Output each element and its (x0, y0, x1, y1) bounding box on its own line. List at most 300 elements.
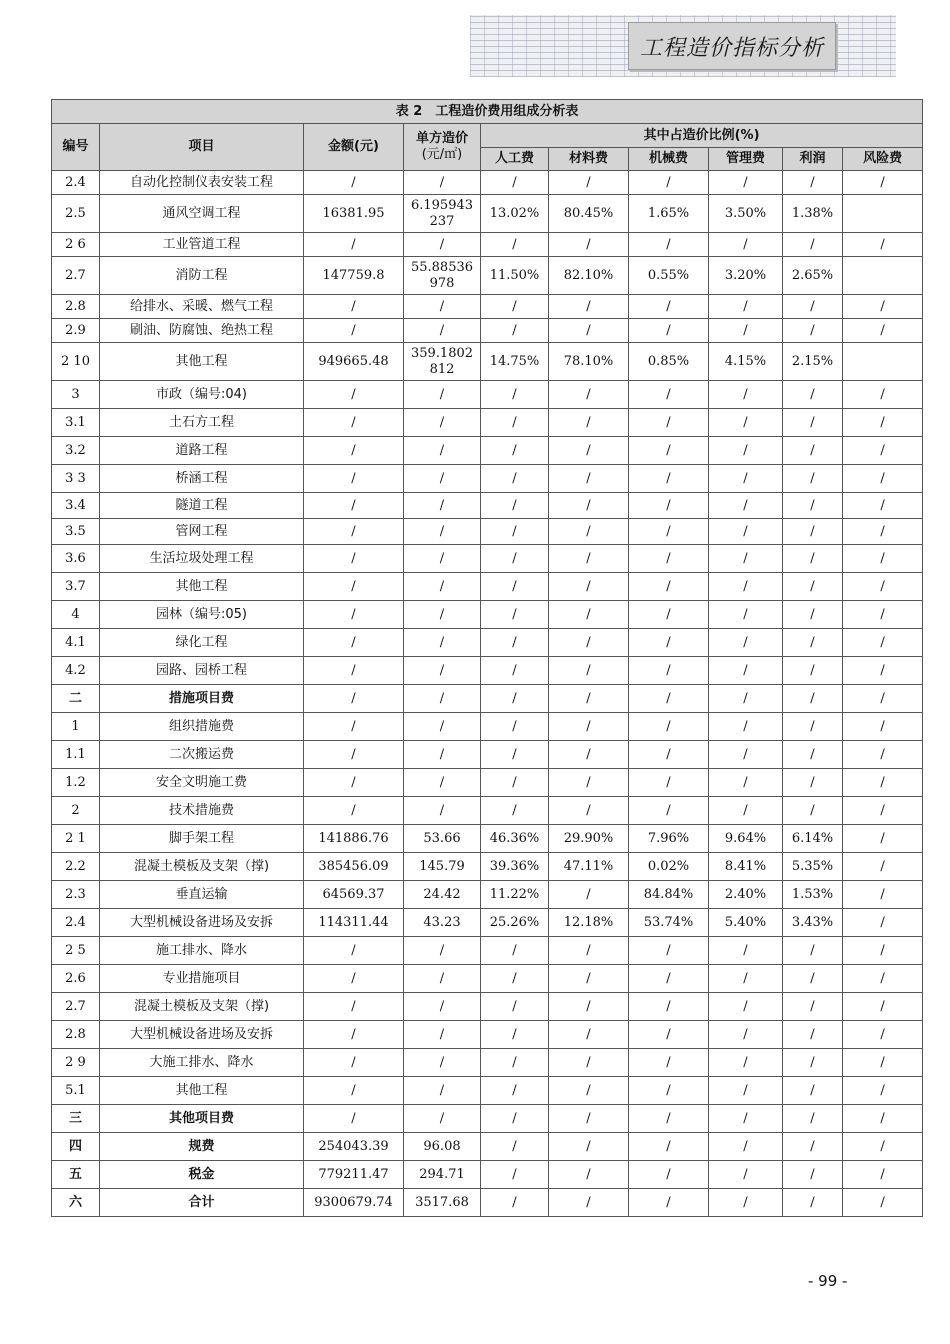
row-machinery-ratio: / (629, 295, 709, 319)
row-code: 3.4 (52, 493, 100, 519)
row-risk-ratio: / (843, 825, 923, 853)
row-code: 五 (52, 1161, 100, 1189)
row-code: 3.6 (52, 545, 100, 573)
row-amount: / (304, 797, 404, 825)
row-risk-ratio: / (843, 545, 923, 573)
row-code: 3.7 (52, 573, 100, 601)
row-profit-ratio: / (783, 769, 843, 797)
row-labor-ratio: / (481, 381, 549, 409)
row-code: 六 (52, 1189, 100, 1217)
row-unit-price: / (404, 381, 481, 409)
row-code: 2.4 (52, 909, 100, 937)
row-labor-ratio: / (481, 493, 549, 519)
row-risk-ratio: / (843, 409, 923, 437)
row-unit-price: 359.1802 812 (404, 343, 481, 381)
row-risk-ratio: / (843, 233, 923, 257)
row-profit-ratio: / (783, 171, 843, 195)
col-header-management: 管理费 (709, 148, 783, 171)
row-item-name: 市政（编号:04) (100, 381, 304, 409)
row-material-ratio: / (549, 465, 629, 493)
col-header-profit: 利润 (783, 148, 843, 171)
col-header-machinery: 机械费 (629, 148, 709, 171)
row-amount: / (304, 1049, 404, 1077)
row-management-ratio: / (709, 233, 783, 257)
row-item-name: 大施工排水、降水 (100, 1049, 304, 1077)
row-code: 2 9 (52, 1049, 100, 1077)
row-machinery-ratio: / (629, 1161, 709, 1189)
row-risk-ratio: / (843, 713, 923, 741)
row-code: 2.8 (52, 295, 100, 319)
row-amount: 385456.09 (304, 853, 404, 881)
row-amount: 114311.44 (304, 909, 404, 937)
row-material-ratio: / (549, 1189, 629, 1217)
table-row (52, 1077, 923, 1105)
row-machinery-ratio: / (629, 965, 709, 993)
row-amount: / (304, 965, 404, 993)
row-labor-ratio: / (481, 769, 549, 797)
row-machinery-ratio: / (629, 545, 709, 573)
row-machinery-ratio: / (629, 319, 709, 343)
row-management-ratio: / (709, 741, 783, 769)
table-row (52, 319, 923, 343)
row-unit-price: / (404, 741, 481, 769)
col-header-code: 编号 (52, 124, 100, 171)
row-machinery-ratio: 0.02% (629, 853, 709, 881)
row-risk-ratio: / (843, 797, 923, 825)
row-risk-ratio (843, 343, 923, 381)
row-machinery-ratio: / (629, 493, 709, 519)
row-unit-price: 145.79 (404, 853, 481, 881)
row-item-name: 管网工程 (100, 519, 304, 545)
row-amount: / (304, 657, 404, 685)
row-item-name: 工业管道工程 (100, 233, 304, 257)
row-amount: 779211.47 (304, 1161, 404, 1189)
row-material-ratio: / (549, 1077, 629, 1105)
row-machinery-ratio: / (629, 1021, 709, 1049)
page-number: - 99 - (808, 1272, 848, 1290)
row-machinery-ratio: / (629, 519, 709, 545)
row-profit-ratio: / (783, 437, 843, 465)
row-labor-ratio: 14.75% (481, 343, 549, 381)
row-code: 2 6 (52, 233, 100, 257)
row-risk-ratio: / (843, 1077, 923, 1105)
row-labor-ratio: / (481, 685, 549, 713)
row-profit-ratio: / (783, 1105, 843, 1133)
row-profit-ratio: / (783, 295, 843, 319)
row-item-name: 其他工程 (100, 573, 304, 601)
row-profit-ratio: / (783, 657, 843, 685)
row-labor-ratio: / (481, 797, 549, 825)
row-labor-ratio: / (481, 171, 549, 195)
row-management-ratio: / (709, 1161, 783, 1189)
row-material-ratio: / (549, 685, 629, 713)
row-profit-ratio: 6.14% (783, 825, 843, 853)
row-management-ratio: 9.64% (709, 825, 783, 853)
row-material-ratio: / (549, 937, 629, 965)
row-risk-ratio: / (843, 1189, 923, 1217)
row-management-ratio: / (709, 573, 783, 601)
table-row (52, 1161, 923, 1189)
row-code: 2.2 (52, 853, 100, 881)
unit-price-unit: (元/㎡) (421, 147, 463, 162)
row-machinery-ratio: / (629, 1077, 709, 1105)
col-header-ratio-group: 其中占造价比例(%) (481, 124, 923, 148)
row-labor-ratio: 25.26% (481, 909, 549, 937)
table-title: 表 2 工程造价费用组成分析表 (52, 100, 923, 124)
row-material-ratio: / (549, 993, 629, 1021)
row-code: 2 (52, 797, 100, 825)
row-machinery-ratio: / (629, 381, 709, 409)
row-profit-ratio: 1.38% (783, 195, 843, 233)
row-item-name: 合计 (100, 1189, 304, 1217)
row-risk-ratio (843, 257, 923, 295)
row-unit-price: 6.195943 237 (404, 195, 481, 233)
table-row (52, 381, 923, 409)
row-unit-price: / (404, 629, 481, 657)
row-labor-ratio: / (481, 319, 549, 343)
row-item-name: 混凝土模板及支架（撑) (100, 993, 304, 1021)
row-material-ratio: / (549, 171, 629, 195)
row-labor-ratio: / (481, 629, 549, 657)
row-labor-ratio: / (481, 965, 549, 993)
row-amount: / (304, 381, 404, 409)
table-row (52, 909, 923, 937)
section-title: 工程造价指标分析 (639, 35, 824, 61)
row-labor-ratio: / (481, 295, 549, 319)
row-material-ratio: / (549, 1133, 629, 1161)
row-amount: / (304, 545, 404, 573)
row-unit-price: / (404, 573, 481, 601)
row-labor-ratio: / (481, 233, 549, 257)
row-risk-ratio: / (843, 937, 923, 965)
row-amount: 949665.48 (304, 343, 404, 381)
row-profit-ratio: 2.65% (783, 257, 843, 295)
row-unit-price: 55.88536 978 (404, 257, 481, 295)
row-labor-ratio: / (481, 545, 549, 573)
table-row (52, 257, 923, 295)
table-row (52, 171, 923, 195)
row-profit-ratio: / (783, 233, 843, 257)
row-item-name: 给排水、采暖、燃气工程 (100, 295, 304, 319)
row-risk-ratio: / (843, 295, 923, 319)
row-material-ratio: 29.90% (549, 825, 629, 853)
row-amount: / (304, 319, 404, 343)
row-item-name: 专业措施项目 (100, 965, 304, 993)
row-profit-ratio: / (783, 545, 843, 573)
table-row (52, 1133, 923, 1161)
row-labor-ratio: / (481, 465, 549, 493)
row-labor-ratio: 46.36% (481, 825, 549, 853)
row-management-ratio: / (709, 171, 783, 195)
row-amount: / (304, 409, 404, 437)
table-row (52, 825, 923, 853)
row-machinery-ratio: / (629, 233, 709, 257)
row-item-name: 组织措施费 (100, 713, 304, 741)
row-labor-ratio: 13.02% (481, 195, 549, 233)
table-body (52, 171, 923, 1217)
row-risk-ratio: / (843, 1133, 923, 1161)
row-code: 2 1 (52, 825, 100, 853)
row-risk-ratio: / (843, 685, 923, 713)
row-amount: / (304, 1105, 404, 1133)
row-labor-ratio: / (481, 519, 549, 545)
row-risk-ratio: / (843, 853, 923, 881)
row-profit-ratio: / (783, 993, 843, 1021)
row-risk-ratio: / (843, 1049, 923, 1077)
row-labor-ratio: / (481, 1049, 549, 1077)
row-item-name: 税金 (100, 1161, 304, 1189)
table-row (52, 519, 923, 545)
table-row (52, 881, 923, 909)
row-profit-ratio: / (783, 797, 843, 825)
row-labor-ratio: / (481, 741, 549, 769)
row-profit-ratio: / (783, 519, 843, 545)
table-row (52, 685, 923, 713)
row-machinery-ratio: / (629, 713, 709, 741)
row-profit-ratio: 1.53% (783, 881, 843, 909)
row-item-name: 土石方工程 (100, 409, 304, 437)
table-row (52, 1105, 923, 1133)
row-unit-price: / (404, 769, 481, 797)
row-amount: 254043.39 (304, 1133, 404, 1161)
row-amount: / (304, 1021, 404, 1049)
row-profit-ratio: / (783, 493, 843, 519)
row-machinery-ratio: / (629, 465, 709, 493)
table-row (52, 1189, 923, 1217)
row-code: 1.2 (52, 769, 100, 797)
row-unit-price: / (404, 1049, 481, 1077)
col-header-amount: 金额(元) (304, 124, 404, 171)
row-management-ratio: 8.41% (709, 853, 783, 881)
row-management-ratio: / (709, 1021, 783, 1049)
row-unit-price: / (404, 937, 481, 965)
row-machinery-ratio: / (629, 797, 709, 825)
col-header-unit-price (404, 124, 481, 171)
row-machinery-ratio: / (629, 437, 709, 465)
row-unit-price: / (404, 1077, 481, 1105)
row-amount: / (304, 573, 404, 601)
row-profit-ratio: / (783, 319, 843, 343)
row-code: 2.8 (52, 1021, 100, 1049)
row-machinery-ratio: / (629, 601, 709, 629)
row-unit-price: / (404, 713, 481, 741)
row-code: 3.1 (52, 409, 100, 437)
row-management-ratio: / (709, 937, 783, 965)
row-code: 2.7 (52, 257, 100, 295)
row-amount: / (304, 993, 404, 1021)
row-item-name: 道路工程 (100, 437, 304, 465)
row-code: 3 3 (52, 465, 100, 493)
row-item-name: 隧道工程 (100, 493, 304, 519)
row-management-ratio: / (709, 545, 783, 573)
table-row (52, 343, 923, 381)
table-row (52, 965, 923, 993)
row-risk-ratio (843, 195, 923, 233)
row-management-ratio: / (709, 629, 783, 657)
row-management-ratio: / (709, 437, 783, 465)
table-row (52, 993, 923, 1021)
row-machinery-ratio: / (629, 937, 709, 965)
row-management-ratio: / (709, 295, 783, 319)
row-code: 2 10 (52, 343, 100, 381)
row-risk-ratio: / (843, 519, 923, 545)
row-labor-ratio: / (481, 1021, 549, 1049)
row-management-ratio: / (709, 657, 783, 685)
table-row (52, 437, 923, 465)
col-header-risk: 风险费 (843, 148, 923, 171)
row-management-ratio: / (709, 1189, 783, 1217)
row-machinery-ratio: / (629, 993, 709, 1021)
row-management-ratio: / (709, 601, 783, 629)
row-material-ratio: / (549, 381, 629, 409)
row-material-ratio: / (549, 573, 629, 601)
row-material-ratio: 47.11% (549, 853, 629, 881)
row-code: 5.1 (52, 1077, 100, 1105)
row-item-name: 绿化工程 (100, 629, 304, 657)
row-management-ratio: / (709, 685, 783, 713)
cost-analysis-table (51, 99, 923, 1217)
row-profit-ratio: / (783, 1189, 843, 1217)
row-code: 4 (52, 601, 100, 629)
row-management-ratio: 3.50% (709, 195, 783, 233)
row-risk-ratio: / (843, 881, 923, 909)
row-risk-ratio: / (843, 741, 923, 769)
row-material-ratio: / (549, 657, 629, 685)
row-amount: / (304, 601, 404, 629)
row-item-name: 其他项目费 (100, 1105, 304, 1133)
table-row (52, 797, 923, 825)
row-profit-ratio: / (783, 629, 843, 657)
row-code: 1 (52, 713, 100, 741)
row-code: 1.1 (52, 741, 100, 769)
row-management-ratio: 4.15% (709, 343, 783, 381)
row-profit-ratio: 2.15% (783, 343, 843, 381)
row-profit-ratio: / (783, 1161, 843, 1189)
row-management-ratio: 3.20% (709, 257, 783, 295)
row-material-ratio: / (549, 797, 629, 825)
row-profit-ratio: / (783, 741, 843, 769)
table-row (52, 937, 923, 965)
row-machinery-ratio: / (629, 629, 709, 657)
row-unit-price: / (404, 685, 481, 713)
row-item-name: 大型机械设备进场及安拆 (100, 1021, 304, 1049)
table-row (52, 573, 923, 601)
row-amount: / (304, 465, 404, 493)
row-material-ratio: / (549, 437, 629, 465)
row-code: 3.5 (52, 519, 100, 545)
row-unit-price: / (404, 493, 481, 519)
row-unit-price: / (404, 601, 481, 629)
table-row (52, 657, 923, 685)
row-management-ratio: / (709, 465, 783, 493)
row-code: 2.9 (52, 319, 100, 343)
row-item-name: 规费 (100, 1133, 304, 1161)
row-unit-price: / (404, 465, 481, 493)
row-machinery-ratio: 53.74% (629, 909, 709, 937)
row-unit-price: / (404, 993, 481, 1021)
table-row (52, 493, 923, 519)
row-item-name: 刷油、防腐蚀、绝热工程 (100, 319, 304, 343)
row-profit-ratio: / (783, 1021, 843, 1049)
row-code: 3 (52, 381, 100, 409)
row-material-ratio: 80.45% (549, 195, 629, 233)
row-management-ratio: / (709, 769, 783, 797)
row-profit-ratio: / (783, 381, 843, 409)
row-risk-ratio: / (843, 657, 923, 685)
row-management-ratio: / (709, 409, 783, 437)
row-amount: 147759.8 (304, 257, 404, 295)
section-title-box (628, 22, 836, 70)
row-amount: / (304, 519, 404, 545)
row-machinery-ratio: 1.65% (629, 195, 709, 233)
row-amount: 141886.76 (304, 825, 404, 853)
row-code: 2.3 (52, 881, 100, 909)
row-management-ratio: / (709, 1105, 783, 1133)
row-risk-ratio: / (843, 381, 923, 409)
row-amount: / (304, 741, 404, 769)
row-item-name: 垂直运输 (100, 881, 304, 909)
table-row (52, 295, 923, 319)
row-management-ratio: / (709, 993, 783, 1021)
row-item-name: 其他工程 (100, 343, 304, 381)
row-unit-price: / (404, 519, 481, 545)
row-unit-price: / (404, 1021, 481, 1049)
row-amount: / (304, 233, 404, 257)
row-unit-price: / (404, 545, 481, 573)
row-material-ratio: / (549, 713, 629, 741)
row-labor-ratio: / (481, 1105, 549, 1133)
row-risk-ratio: / (843, 769, 923, 797)
row-amount: / (304, 937, 404, 965)
row-material-ratio: / (549, 319, 629, 343)
row-amount: 16381.95 (304, 195, 404, 233)
row-management-ratio: / (709, 1133, 783, 1161)
row-material-ratio: / (549, 545, 629, 573)
row-amount: / (304, 171, 404, 195)
row-code: 2.6 (52, 965, 100, 993)
row-profit-ratio: / (783, 685, 843, 713)
row-management-ratio: / (709, 797, 783, 825)
row-item-name: 生活垃圾处理工程 (100, 545, 304, 573)
row-material-ratio: / (549, 1021, 629, 1049)
row-item-name: 技术措施费 (100, 797, 304, 825)
row-risk-ratio: / (843, 1105, 923, 1133)
row-risk-ratio: / (843, 319, 923, 343)
row-amount: / (304, 685, 404, 713)
row-unit-price: / (404, 437, 481, 465)
row-code: 二 (52, 685, 100, 713)
row-risk-ratio: / (843, 171, 923, 195)
row-management-ratio: / (709, 493, 783, 519)
table-row (52, 629, 923, 657)
row-unit-price: / (404, 965, 481, 993)
row-unit-price: / (404, 295, 481, 319)
row-risk-ratio: / (843, 465, 923, 493)
table-row (52, 465, 923, 493)
table-row (52, 409, 923, 437)
row-risk-ratio: / (843, 573, 923, 601)
row-machinery-ratio: / (629, 1133, 709, 1161)
row-material-ratio: 12.18% (549, 909, 629, 937)
row-unit-price: 294.71 (404, 1161, 481, 1189)
row-labor-ratio: / (481, 573, 549, 601)
row-machinery-ratio: / (629, 741, 709, 769)
row-labor-ratio: / (481, 437, 549, 465)
row-amount: / (304, 493, 404, 519)
row-amount: / (304, 437, 404, 465)
row-labor-ratio: / (481, 713, 549, 741)
row-management-ratio: 2.40% (709, 881, 783, 909)
